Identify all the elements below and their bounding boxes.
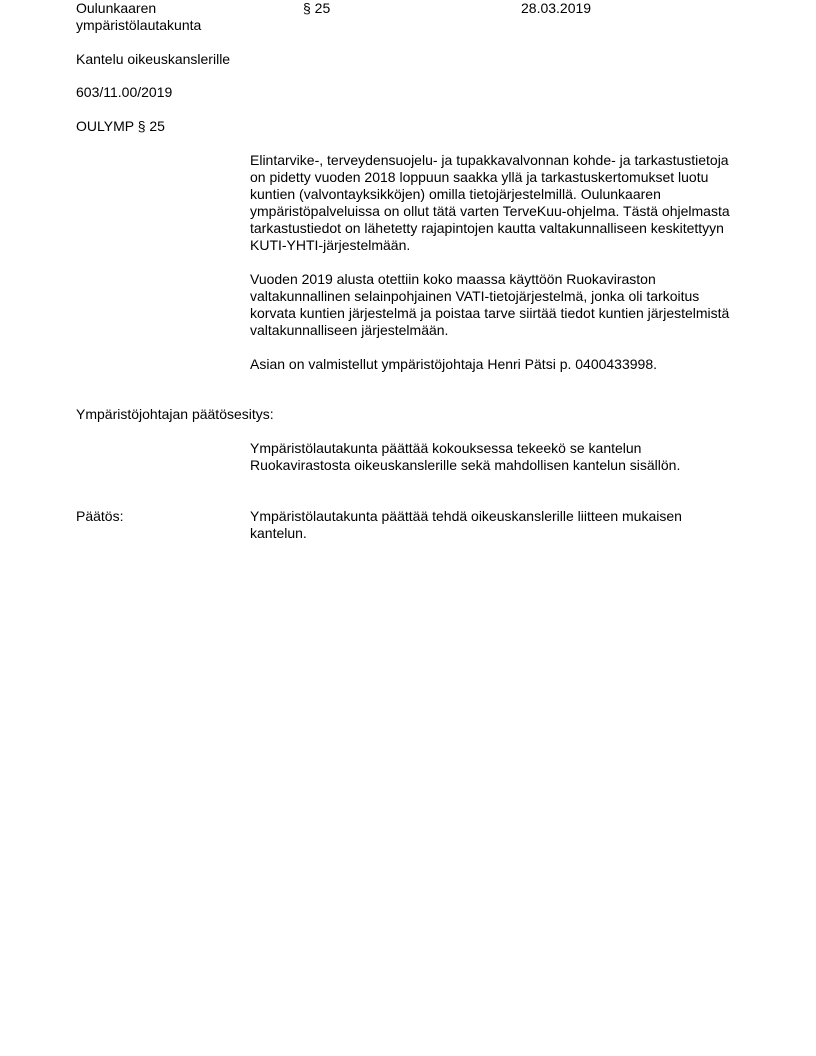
section-number: § 25 — [303, 0, 331, 16]
body-paragraph-3: Asian on valmistellut ympäristöjohtaja Henri Pätsi p. 0400433998. — [250, 356, 658, 372]
proposal-label: Ympäristöjohtajan päätösesitys: — [76, 406, 274, 422]
meeting-date: 28.03.2019 — [521, 0, 592, 16]
decision-label: Päätös: — [76, 508, 124, 524]
decision-text: Ympäristölautakunta päättää tehdä oikeuskanslerille liitteen mukaisen kantelun. — [250, 508, 682, 541]
body-text — [250, 152, 730, 390]
subject-title: Kantelu oikeuskanslerille — [76, 51, 231, 67]
organization-line-2: ympäristölautakunta — [76, 17, 202, 33]
organization-line-1: Oulunkaaren — [76, 0, 157, 16]
body-paragraph-1: Elintarvike-, terveydensuojelu- ja tupakkavalvonnan kohde- ja tarkastustietoja on pidetty vuoden 2018 loppuun saakka yllä ja tarkastuskertomukset luotu kuntien (valvontayksikköjen) omilla tietojärjestelmillä. Oulunkaaren ympäristöpalveluissa on ollut tätä varten TerveKuu-ohjelma. Tästä ohjelmasta tarkastustiedot on lähetetty rajapintojen kautta valtakunnalliseen keskitettyyn KUTI-YHTI-järjestelmään. — [250, 152, 730, 253]
proposal-text: Ympäristölautakunta päättää kokouksessa tekeekö se kantelun Ruokavirastosta oikeuskanslerille sekä mahdollisen kantelun sisällön. — [250, 440, 681, 473]
reference-code: OULYMP § 25 — [76, 118, 165, 134]
organization-name — [76, 0, 246, 34]
body-paragraph-2: Vuoden 2019 alusta otettiin koko maassa käyttöön Ruokaviraston valtakunnallinen selainpohjainen VATI-tietojärjestelmä, jonka oli tarkoitus korvata kuntien järjestelmä ja poistaa tarve siirtää tiedot kuntien järjestelmistä valtakunnalliseen järjestelmään. — [250, 271, 730, 338]
document-number: 603/11.00/2019 — [76, 84, 173, 100]
